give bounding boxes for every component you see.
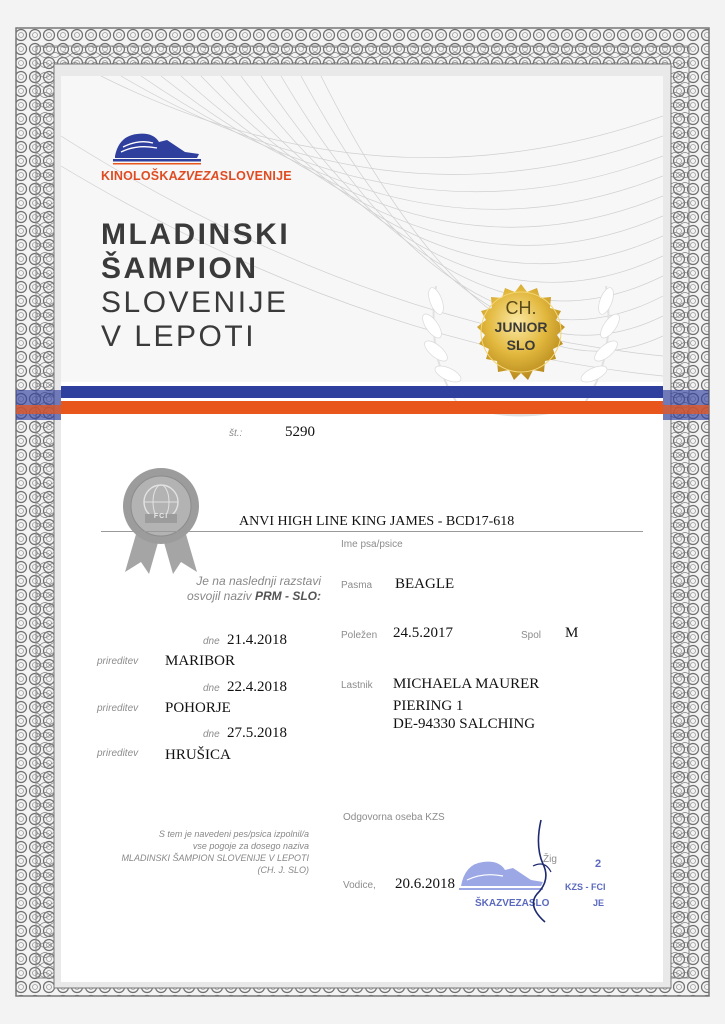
orange-stripe xyxy=(61,401,663,414)
dog-name-label: Ime psa/psice xyxy=(341,539,403,550)
stamp-number: 2 xyxy=(595,858,602,870)
title-line-4: V LEPOTI xyxy=(101,320,257,353)
owner-address-1: PIERING 1 xyxy=(393,698,464,714)
show-2-date-label: dne xyxy=(203,683,220,694)
born-label: Poležen xyxy=(341,630,378,641)
title-line-2: ŠAMPION xyxy=(101,252,259,285)
show-3-date: 27.5.2018 xyxy=(227,725,287,741)
number-label: št.: xyxy=(229,428,243,439)
title-line-3: SLOVENIJE xyxy=(101,286,289,319)
dog-name: ANVI HIGH LINE KING JAMES - BCD17-618 xyxy=(239,514,515,529)
show-3-event-label: prireditev xyxy=(97,748,139,759)
owner-label: Lastnik xyxy=(341,680,373,691)
handwritten-signature xyxy=(521,816,561,926)
breed-value: BEAGLE xyxy=(395,576,455,592)
show-3-date-label: dne xyxy=(203,729,220,740)
kzs-logo xyxy=(107,126,207,166)
seal-line-3: SLO xyxy=(506,337,536,353)
statement-text: S tem je navedeni pes/psica izpolnil/a vse pogoje za dosego naziva MLADINSKI ŠAMPION SLOVENIJE V LEPOTI (CH. J. SLO) xyxy=(121,829,309,875)
sex-value: M xyxy=(565,625,579,641)
show-1-date-label: dne xyxy=(203,636,220,647)
organization-name: KINOLOŠKAZVEZASLOVENIJE xyxy=(101,169,292,183)
title-line-1: MLADINSKI xyxy=(101,218,291,251)
show-2-event: POHORJE xyxy=(165,700,231,716)
show-2-date: 22.4.2018 xyxy=(227,679,287,695)
show-1-event: MARIBOR xyxy=(165,653,236,669)
responsible-person-label: Odgovorna oseba KZS xyxy=(343,812,445,823)
blue-stripe xyxy=(61,386,663,398)
fci-text: FCI xyxy=(153,513,169,520)
shows-caption: Je na naslednji razstavi osvojil naziv PRM - SLO: xyxy=(186,574,321,603)
sex-label: Spol xyxy=(521,630,542,641)
stamp-text-left: ŠKAZVEZASLO xyxy=(475,898,550,909)
born-value: 24.5.2017 xyxy=(393,625,453,641)
seal-line-2: JUNIOR xyxy=(494,319,548,335)
owner-name: MICHAELA MAURER xyxy=(393,676,540,692)
show-1-event-label: prireditev xyxy=(97,656,139,667)
stamp-text-right-2: JE xyxy=(593,898,605,908)
place-label: Vodice, xyxy=(343,880,376,891)
dog-name-underline xyxy=(101,531,643,532)
breed-label: Pasma xyxy=(341,580,373,591)
certificate-page xyxy=(61,76,663,982)
certificate-number: 5290 xyxy=(285,424,315,440)
stamp-text-right-1: KZS - FCI xyxy=(565,882,606,892)
stamp-label: Žig xyxy=(543,854,557,865)
show-1-date: 21.4.2018 xyxy=(227,632,287,648)
issue-date: 20.6.2018 xyxy=(395,876,455,892)
owner-address-2: DE-94330 SALCHING xyxy=(393,716,536,732)
show-3-event: HRUŠICA xyxy=(165,747,231,763)
show-2-event-label: prireditev xyxy=(97,703,139,714)
seal-line-1: CH. xyxy=(505,298,537,318)
